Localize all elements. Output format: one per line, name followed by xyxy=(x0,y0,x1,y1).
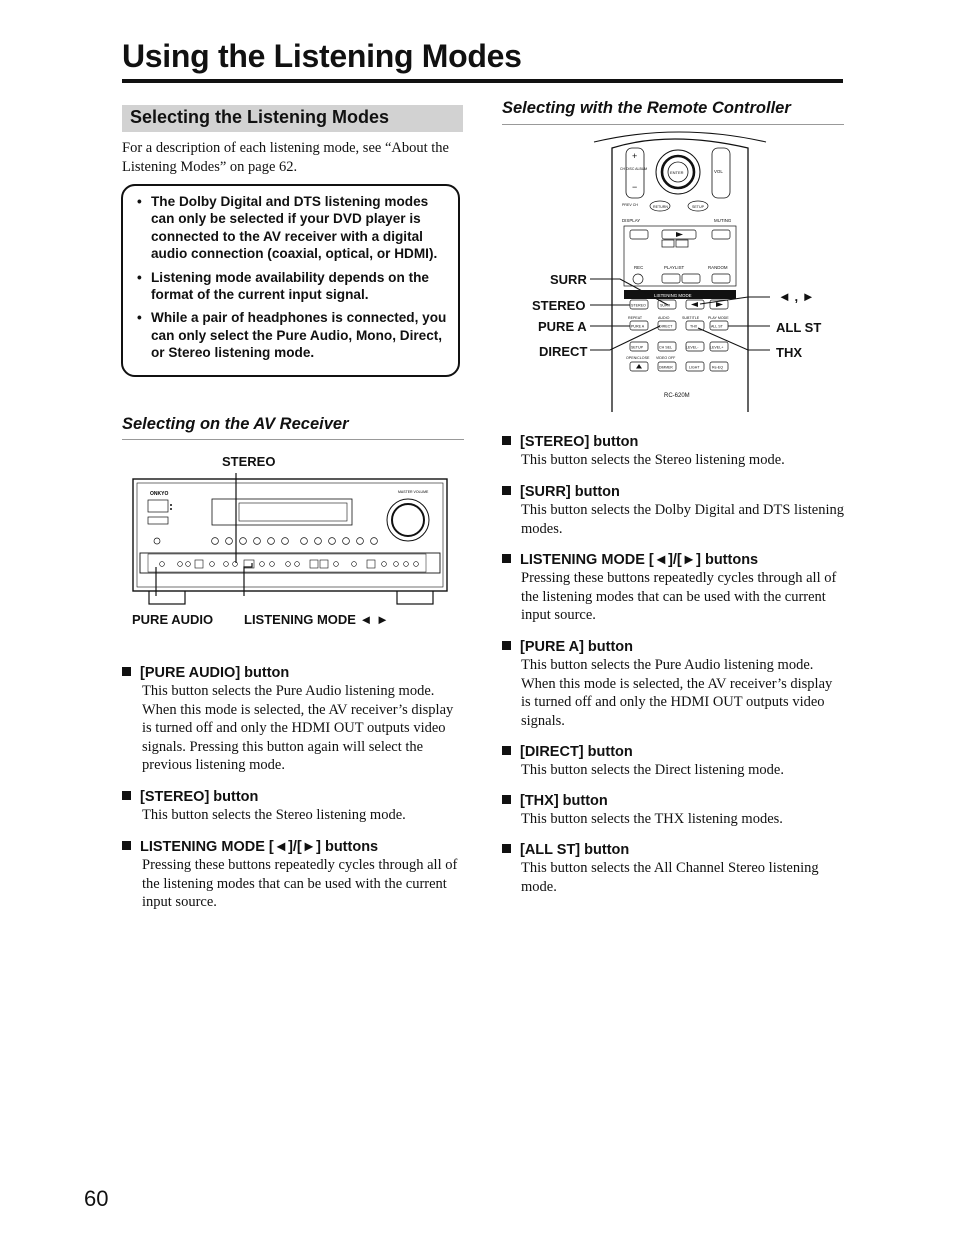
remote-label-subtitle: SUBTITLE xyxy=(682,316,700,320)
item-body: This button selects the Stereo listening mode. xyxy=(142,807,406,823)
remote-label-muting: MUTING xyxy=(714,218,732,223)
volume-label: MASTER VOLUME xyxy=(398,490,429,494)
callout-all-st: ALL ST xyxy=(776,320,822,335)
remote-label-prev-ch: PREV CH xyxy=(622,203,638,207)
title-rule xyxy=(122,79,843,83)
callout-pure-audio: PURE AUDIO xyxy=(132,612,214,627)
remote-heading-rule xyxy=(502,124,844,125)
item-heading: [ALL ST] button xyxy=(520,842,630,858)
callout-pure-a: PURE A xyxy=(538,319,587,334)
callout-direct: DIRECT xyxy=(539,344,588,359)
remote-btn-stereo: STEREO xyxy=(631,303,646,308)
item-body: This button selects the THX listening modes. xyxy=(521,811,783,827)
remote-label-setup: SETUP xyxy=(692,205,704,209)
callout-stereo: STEREO xyxy=(222,454,276,469)
section-title: Selecting the Listening Modes xyxy=(130,107,390,127)
remote-label-video-off: VIDEO OFF xyxy=(656,356,676,360)
right-item-surr xyxy=(502,484,845,538)
remote-label-enter: ENTER xyxy=(670,170,684,175)
item-heading: [PURE AUDIO] button xyxy=(140,665,290,681)
callout-listening-mode: LISTENING MODE ◄ ► xyxy=(244,612,389,627)
remote-label-random: RANDOM xyxy=(708,265,728,270)
remote-label-vol: VOL xyxy=(714,169,723,174)
item-heading: [STEREO] button xyxy=(140,789,259,805)
remote-btn-re-eq: Re-EQ xyxy=(712,365,723,370)
remote-model: RC-620M xyxy=(664,393,690,399)
remote-btn-level-minus: LEVEL- xyxy=(686,345,699,350)
item-heading: [THX] button xyxy=(520,793,608,809)
right-item-direct xyxy=(502,744,845,780)
remote-btn-all-st: ALL ST xyxy=(711,324,723,329)
note-box xyxy=(121,184,460,377)
receiver-heading: Selecting on the AV Receiver xyxy=(122,415,349,433)
svg-text:+: + xyxy=(632,151,638,161)
item-body: This button selects the Dolby Digital and DTS listening modes. xyxy=(521,502,844,537)
svg-text:−: − xyxy=(632,182,638,192)
item-body: This button selects the Pure Audio listening mode. When this mode is selected, the AV receiver’s display is turned off and only the HDMI OUT outputs video signals. xyxy=(521,657,833,729)
left-item-listening-mode xyxy=(122,839,464,912)
remote-controller-illustration xyxy=(590,128,780,418)
left-item-pure-audio xyxy=(122,665,464,775)
remote-btn-thx: THX xyxy=(690,324,698,329)
item-body: This button selects the Direct listening mode. xyxy=(521,762,784,778)
callout-thx: THX xyxy=(776,345,802,360)
remote-btn-direct: DIRECT xyxy=(659,324,673,329)
note-item: • Listening mode availability depends on the format of the current input signal. xyxy=(151,269,448,304)
remote-label-repeat: REPEAT xyxy=(628,316,643,320)
item-body: Pressing these buttons repeatedly cycles through all of the listening modes that can be used with the current input source. xyxy=(142,857,458,911)
item-heading: [DIRECT] button xyxy=(520,744,633,760)
remote-label-play-mode: PLAY MODE xyxy=(708,316,729,320)
item-body: This button selects the Pure Audio listening mode. When this mode is selected, the AV receiver’s display is turned off and only the HDMI OUT outputs video signals. Pressing this button again will select the previous listening mode. xyxy=(142,683,454,774)
item-heading: LISTENING MODE [◄]/[►] buttons xyxy=(140,839,379,855)
remote-heading: Selecting with the Remote Controller xyxy=(502,99,791,117)
remote-btn-level-plus: LEVEL+ xyxy=(710,345,724,350)
item-body: Pressing these buttons repeatedly cycles through all of the listening modes that can be used with the current input source. xyxy=(521,570,837,624)
remote-label-rec: REC xyxy=(634,265,644,270)
section-title-band xyxy=(122,105,463,132)
remote-label-audio: AUDIO xyxy=(658,316,670,320)
item-heading: [SURR] button xyxy=(520,484,620,500)
right-item-pure-a xyxy=(502,639,845,730)
page-title: Using the Listening Modes xyxy=(122,38,522,74)
item-heading: LISTENING MODE [◄]/[►] buttons xyxy=(520,552,759,568)
right-item-stereo xyxy=(502,434,845,470)
remote-btn-ch-sel: CH SEL xyxy=(659,345,672,350)
av-receiver-illustration xyxy=(122,445,472,635)
item-body: This button selects the All Channel Stereo listening mode. xyxy=(521,860,819,895)
note-item: • The Dolby Digital and DTS listening modes can only be selected if your DVD player is connected to the AV receiver with a digital audio connection (coaxial, optical, or HDMI). xyxy=(151,193,448,263)
remote-label-display: DISPLAY xyxy=(622,218,641,223)
intro-paragraph: For a description of each listening mode, see “About the Listening Modes” on page 62. xyxy=(122,140,449,175)
note-item: • While a pair of headphones is connected, you can only select the Pure Audio, Mono, Direct, or Stereo listening mode. xyxy=(151,309,448,361)
remote-label-listening-mode: LISTENING MODE xyxy=(654,293,692,298)
callout-arrows: ◄ , ► xyxy=(778,289,815,304)
right-item-thx xyxy=(502,793,845,829)
remote-btn-dimmer: DIMMER xyxy=(659,365,673,370)
remote-label-open-close: OPEN/CLOSE xyxy=(626,356,650,360)
remote-btn-pure-a: PURE A xyxy=(631,324,645,329)
callout-surr: SURR xyxy=(550,272,587,287)
remote-label-return: RETURN xyxy=(653,205,668,209)
page-number: 60 xyxy=(84,1186,109,1211)
receiver-brand: ONKYO xyxy=(150,491,169,497)
right-item-all-st xyxy=(502,842,845,896)
item-body: This button selects the Stereo listening mode. xyxy=(521,452,785,468)
right-item-listening-mode xyxy=(502,552,845,625)
remote-label-playlist: PLAYLIST xyxy=(664,265,685,270)
remote-btn-surr: SURR xyxy=(660,303,671,308)
receiver-heading-rule xyxy=(122,439,464,440)
item-heading: [STEREO] button xyxy=(520,434,639,450)
callout-stereo-remote: STEREO xyxy=(532,298,586,313)
remote-btn-light: LIGHT xyxy=(689,365,700,370)
remote-label-ch: CH DISC ALBUM xyxy=(620,167,648,171)
item-heading: [PURE A] button xyxy=(520,639,634,655)
remote-btn-setup: SETUP xyxy=(631,345,643,350)
left-item-stereo xyxy=(122,789,464,825)
